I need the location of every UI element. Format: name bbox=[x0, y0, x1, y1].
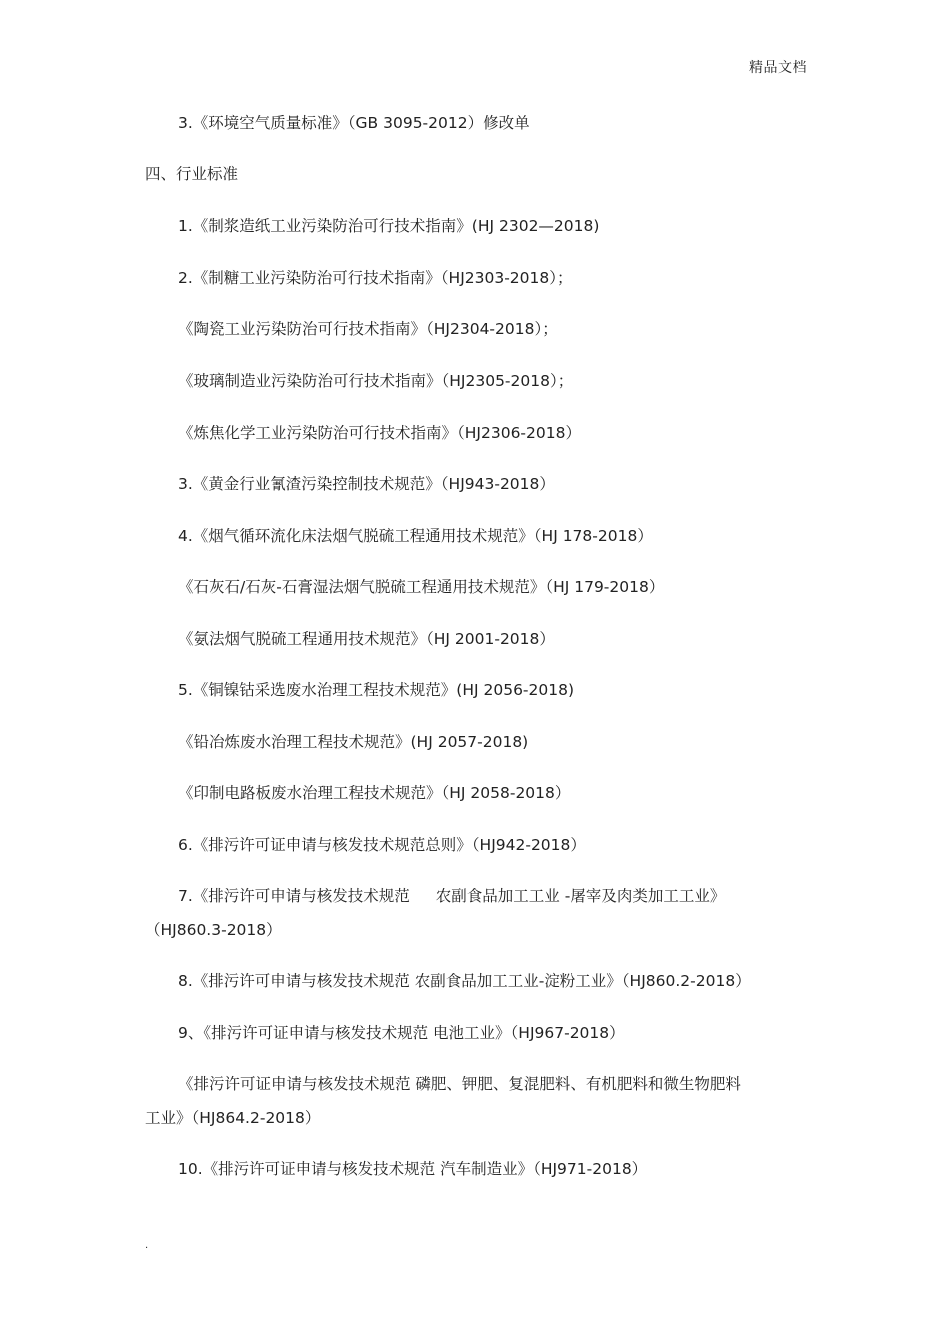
text-line: 《排污许可证申请与核发技术规范 磷肥、钾肥、复混肥料、有机肥料和微生物肥料 bbox=[178, 1075, 741, 1093]
text-line: 《印制电路板废水治理工程技术规范》（HJ 2058-2018） bbox=[178, 784, 571, 802]
text-line: 《石灰石/石灰-石膏湿法烟气脱硫工程通用技术规范》（HJ 179-2018） bbox=[178, 578, 665, 596]
section-heading: 四、行业标准 bbox=[145, 165, 239, 183]
text-line: 3.《环境空气质量标准》（GB 3095-2012）修改单 bbox=[178, 114, 530, 132]
text-line-continuation: 工业》（HJ864.2-2018） bbox=[145, 1109, 321, 1127]
text-line: 9、《排污许可证申请与核发技术规范 电池工业》（HJ967-2018） bbox=[178, 1024, 625, 1042]
text-line: 4.《烟气循环流化床法烟气脱硫工程通用技术规范》（HJ 178-2018） bbox=[178, 527, 653, 545]
document-header: 精品文档 bbox=[749, 60, 807, 76]
text-line: 《炼焦化学工业污染防治可行技术指南》（HJ2306-2018） bbox=[178, 424, 581, 442]
text-line: 10.《排污许可证申请与核发技术规范 汽车制造业》（HJ971-2018） bbox=[178, 1160, 648, 1178]
text-line-continuation: （HJ860.3-2018） bbox=[145, 921, 282, 939]
text-line: 6.《排污许可证申请与核发技术规范总则》（HJ942-2018） bbox=[178, 836, 586, 854]
text-line: 3.《黄金行业氰渣污染控制技术规范》（HJ943-2018） bbox=[178, 475, 555, 493]
text-line: 《陶瓷工业污染防治可行技术指南》（HJ2304-2018）； bbox=[178, 320, 558, 338]
text-segment: 农副食品加工工业 -屠宰及肉类加工工业》 bbox=[435, 887, 726, 905]
text-segment: 7.《排污许可申请与核发技术规范 bbox=[178, 887, 410, 905]
text-line: 5.《铜镍钴采选废水治理工程技术规范》(HJ 2056-2018) bbox=[178, 681, 575, 699]
text-line: 8.《排污许可申请与核发技术规范 农副食品加工工业-淀粉工业》（HJ860.2-2018） bbox=[178, 972, 751, 990]
text-line: 2.《制糖工业污染防治可行技术指南》（HJ2303-2018）； bbox=[178, 269, 573, 287]
text-line: 1.《制浆造纸工业污染防治可行技术指南》(HJ 2302—2018) bbox=[178, 217, 600, 235]
text-line bbox=[178, 886, 725, 906]
text-line: 《玻璃制造业污染防治可行技术指南》（HJ2305-2018）； bbox=[178, 372, 574, 390]
text-line: 《铅冶炼废水治理工程技术规范》(HJ 2057-2018) bbox=[178, 733, 529, 751]
text-line: 《氨法烟气脱硫工程通用技术规范》（HJ 2001-2018） bbox=[178, 630, 555, 648]
footer-mark: . bbox=[145, 1240, 149, 1251]
